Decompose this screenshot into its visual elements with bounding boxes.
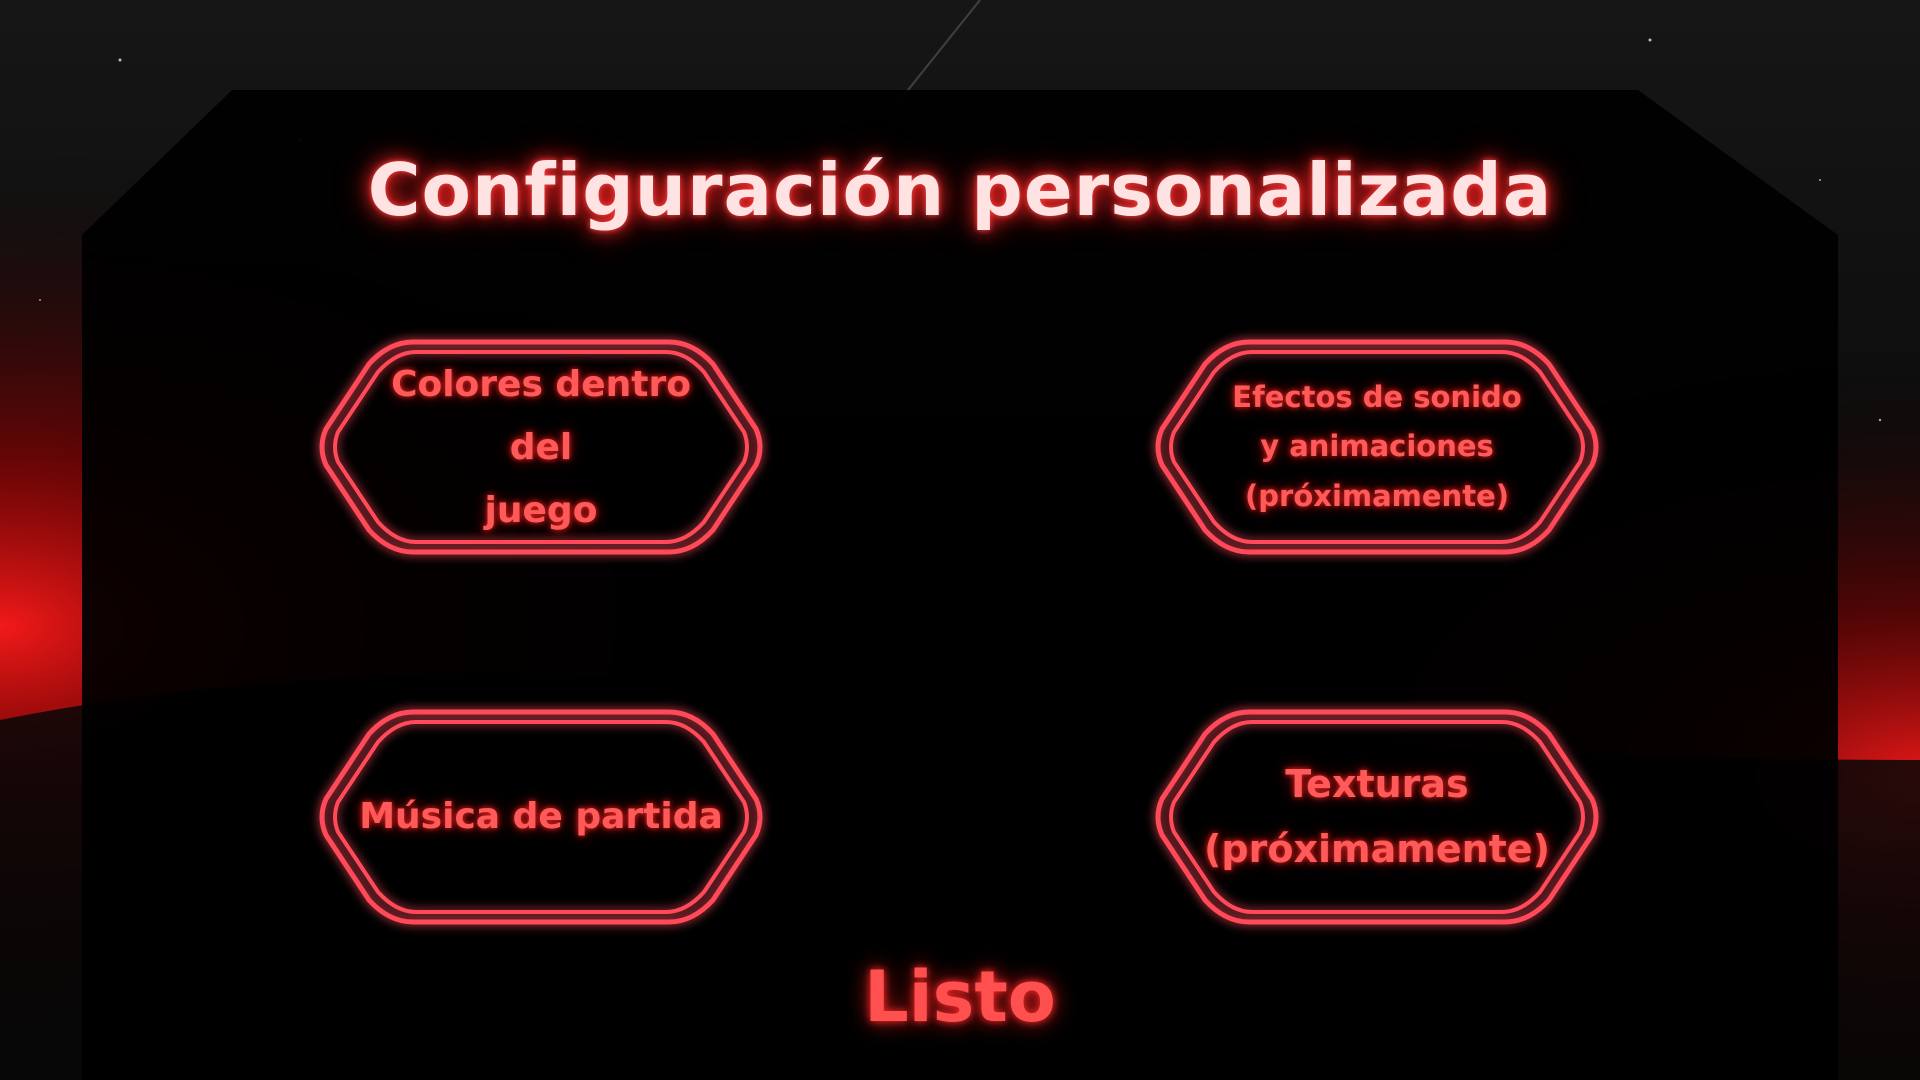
settings-panel [82, 90, 1838, 1080]
textures-label-line-1: Texturas [1285, 762, 1469, 807]
textures-button[interactable] [1154, 704, 1600, 930]
match-music-label-line-1: Música de partida [359, 796, 723, 838]
game-colors-label [358, 334, 724, 560]
textures-label-line-2: (próximamente) [1204, 827, 1550, 871]
sound-effects-label-line-1: Efectos de sonido [1232, 380, 1522, 415]
match-music-button[interactable] [318, 704, 764, 930]
game-colors-button[interactable] [318, 334, 764, 560]
sound-effects-button[interactable] [1154, 334, 1600, 560]
done-button[interactable]: Listo [864, 956, 1056, 1038]
textures-label [1194, 704, 1560, 930]
sound-effects-label-line-3: (próximamente) [1245, 478, 1509, 513]
game-colors-label-line-2: juego [484, 489, 598, 531]
sound-effects-label-line-2: y animaciones [1260, 429, 1494, 464]
page-title: Configuración personalizada [367, 148, 1553, 232]
match-music-label [358, 704, 724, 930]
game-colors-label-line-1: Colores dentro del [391, 363, 691, 468]
sound-effects-label [1194, 334, 1560, 560]
